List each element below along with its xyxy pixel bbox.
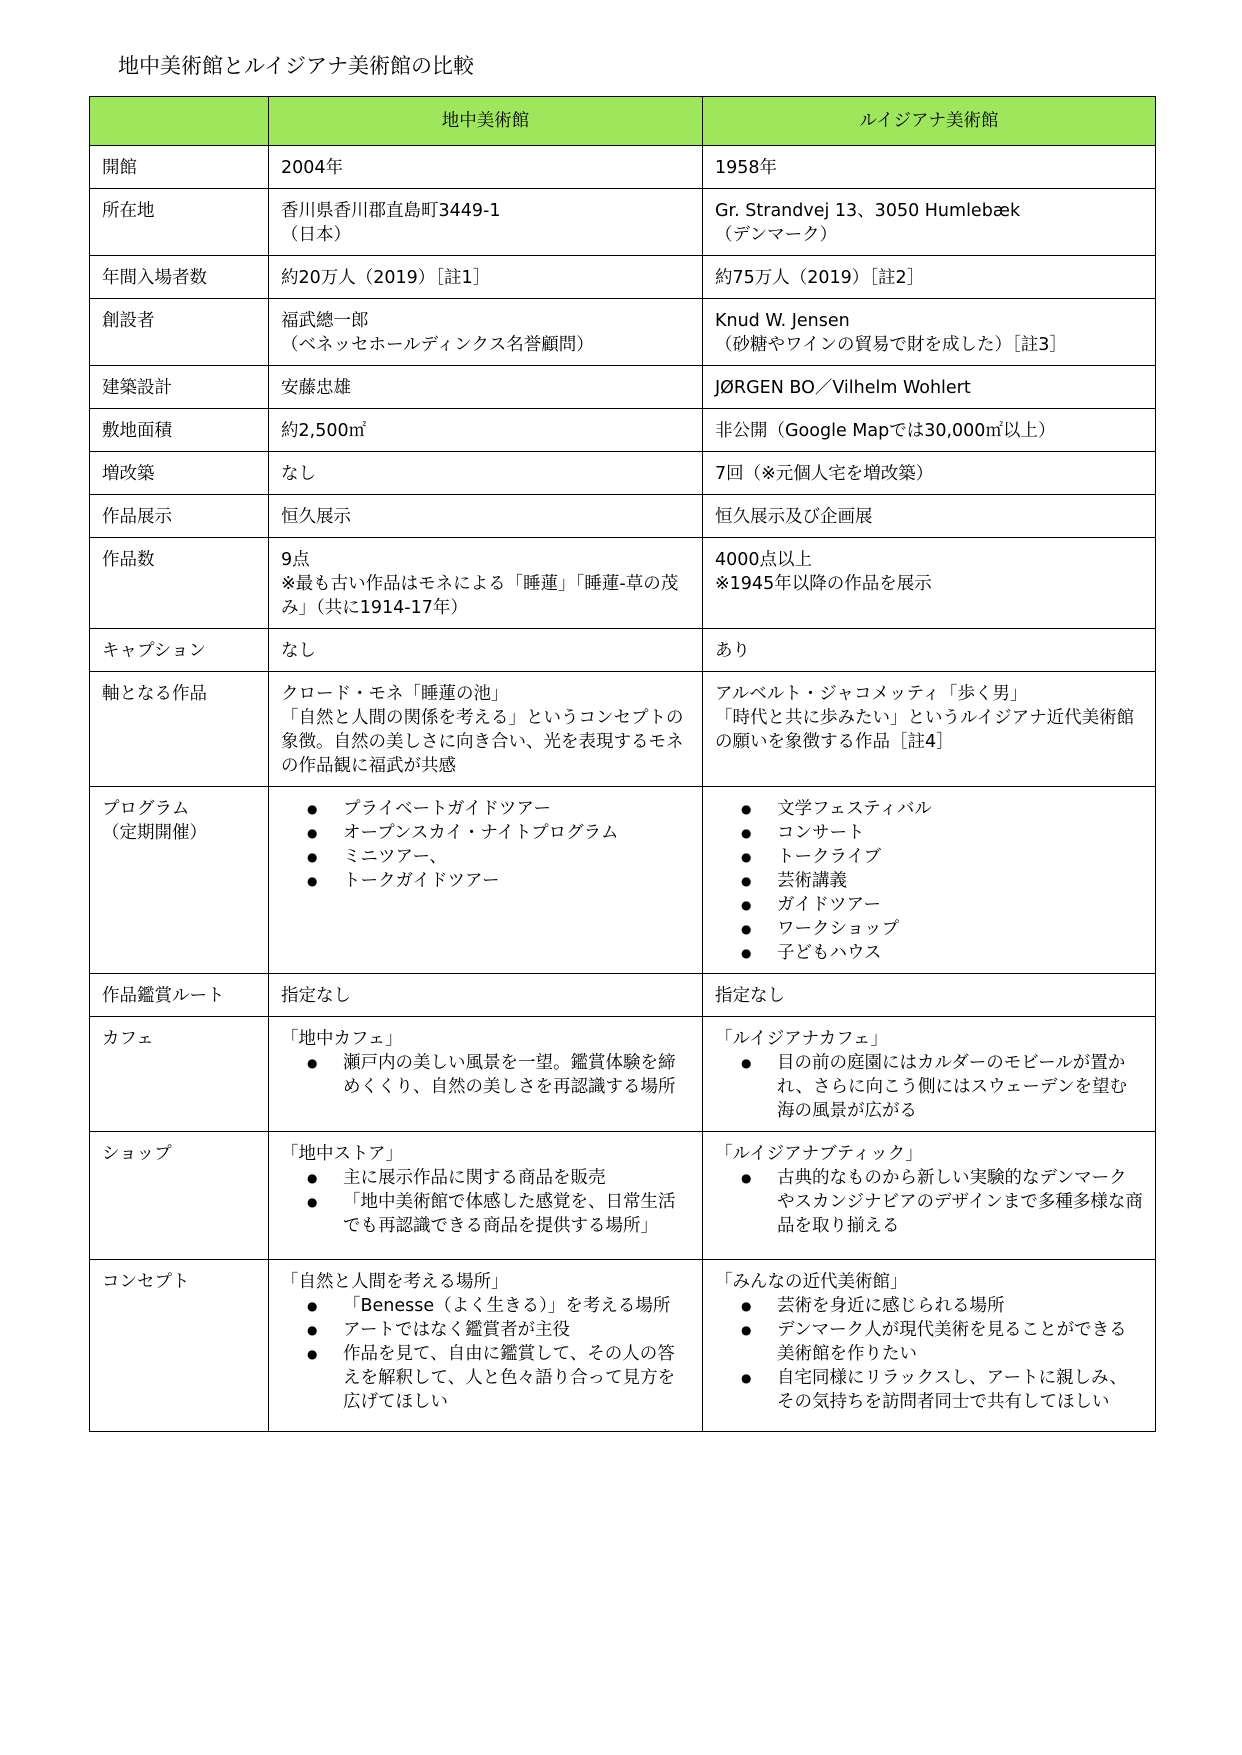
- chichu-cell: [269, 366, 703, 409]
- list-item: ● プライベートガイドツアー: [343, 797, 690, 821]
- louisiana-cell-text: 4000点以上: [715, 550, 813, 570]
- row-label-cell: [90, 1260, 269, 1432]
- list-item: ● ガイドツアー: [777, 893, 1143, 917]
- chichu-cell-text: 9点: [281, 550, 310, 570]
- table-row: [90, 409, 1156, 452]
- chichu-cell-text: 福武總一郎: [281, 311, 369, 331]
- louisiana-cell-text: Gr. Strandvej 13、3050 Humlebæk: [715, 201, 1021, 221]
- chichu-cell-text: 「自然と人間の関係を考える」というコンセプトの象徴。自然の美しさに向き合い、光を表現するモネの作品観に福武が共感: [281, 708, 684, 776]
- table-row: [90, 146, 1156, 189]
- louisiana-cell: [703, 452, 1156, 495]
- chichu-cell-text: クロード・モネ「睡蓮の池」: [281, 684, 509, 704]
- list-item: ● 主に展示作品に関する商品を販売: [343, 1166, 690, 1190]
- row-label: 作品展示: [102, 507, 172, 527]
- louisiana-cell: [703, 974, 1156, 1017]
- chichu-cell-text: なし: [281, 641, 316, 661]
- louisiana-cell-text: JØRGEN BO／Vilhelm Wohlert: [715, 378, 971, 398]
- table-row: [90, 299, 1156, 366]
- table-row: [90, 672, 1156, 787]
- row-label-cell: [90, 146, 269, 189]
- row-label: ショップ: [102, 1144, 172, 1164]
- louisiana-cell-text: 指定なし: [715, 986, 785, 1006]
- louisiana-cell-text: 1958年: [715, 158, 778, 178]
- louisiana-cell: [703, 409, 1156, 452]
- table-row: [90, 256, 1156, 299]
- chichu-cell-text: 恒久展示: [281, 507, 351, 527]
- row-label: 作品数: [102, 550, 155, 570]
- chichu-cell-text: 香川県香川郡直島町3449-1: [281, 201, 501, 221]
- chichu-cell: [269, 189, 703, 256]
- chichu-cell: [269, 974, 703, 1017]
- list-item: ● ミニツアー、: [343, 845, 690, 869]
- list-item: ● 芸術講義: [777, 869, 1143, 893]
- chichu-cell-text: 約2,500㎡: [281, 421, 367, 441]
- chichu-cell-bullet-list: [281, 797, 690, 893]
- table-header-row: [90, 97, 1156, 146]
- chichu-cell-bullet-list: [281, 1166, 690, 1238]
- header-cell-empty: [90, 97, 269, 146]
- louisiana-cell: [703, 1260, 1156, 1432]
- louisiana-cell-text: 「時代と共に歩みたい」というルイジアナ近代美術館の願いを象徴する作品［註4］: [715, 708, 1135, 752]
- table-row: [90, 629, 1156, 672]
- louisiana-cell: [703, 146, 1156, 189]
- louisiana-cell-text: あり: [715, 641, 750, 661]
- chichu-cell-text: 「地中ストア」: [281, 1144, 403, 1164]
- chichu-cell: [269, 409, 703, 452]
- louisiana-cell-bullet-list: [715, 1294, 1143, 1414]
- louisiana-cell-text: （砂糖やワインの貿易で財を成した）［註3］: [715, 335, 1067, 355]
- row-label: カフェ: [102, 1029, 154, 1049]
- louisiana-cell: [703, 366, 1156, 409]
- list-item: ● ワークショップ: [777, 917, 1143, 941]
- row-label-cell: [90, 409, 269, 452]
- row-label-cell: [90, 538, 269, 629]
- table-row: [90, 787, 1156, 974]
- chichu-cell: [269, 672, 703, 787]
- louisiana-cell: [703, 256, 1156, 299]
- comparison-table: [89, 96, 1156, 1432]
- louisiana-cell: [703, 189, 1156, 256]
- louisiana-cell: [703, 787, 1156, 974]
- chichu-cell-text: 「自然と人間を考える場所」: [281, 1272, 509, 1292]
- louisiana-cell-text: アルベルト・ジャコメッティ「歩く男」: [715, 684, 1028, 704]
- row-label-cell: [90, 1017, 269, 1132]
- list-item: ● 古典的なものから新しい実験的なデンマークやスカンジナビアのデザインまで多種多様な商品を取り揃える: [777, 1166, 1143, 1238]
- table-row: [90, 495, 1156, 538]
- louisiana-cell-text: 「ルイジアナカフェ」: [715, 1029, 888, 1049]
- louisiana-cell-text: 非公開（Google Mapでは30,000㎡以上）: [715, 421, 1056, 441]
- chichu-cell-text: 2004年: [281, 158, 344, 178]
- chichu-cell: [269, 256, 703, 299]
- table-row: [90, 538, 1156, 629]
- list-item: ● コンサート: [777, 821, 1143, 845]
- list-item: ● トークガイドツアー: [343, 869, 690, 893]
- table-row: [90, 1260, 1156, 1432]
- row-label: 年間入場者数: [102, 268, 207, 288]
- list-item: ● 文学フェスティバル: [777, 797, 1143, 821]
- row-label: プログラム: [102, 799, 190, 819]
- row-label-cell: [90, 974, 269, 1017]
- chichu-cell: [269, 452, 703, 495]
- row-label: キャプション: [102, 641, 206, 661]
- table-row: [90, 1132, 1156, 1260]
- row-label-cell: [90, 672, 269, 787]
- chichu-cell: [269, 495, 703, 538]
- table-row: [90, 189, 1156, 256]
- chichu-cell-text: （ベネッセホールディンクス名誉顧問）: [281, 335, 594, 355]
- chichu-cell-text: 安藤忠雄: [281, 378, 351, 398]
- list-item: ● デンマーク人が現代美術を見ることができる美術館を作りたい: [777, 1318, 1143, 1366]
- list-item: ● 芸術を身近に感じられる場所: [777, 1294, 1143, 1318]
- chichu-cell-text: 約20万人（2019）［註1］: [281, 268, 491, 288]
- row-label-cell: [90, 366, 269, 409]
- table-row: [90, 974, 1156, 1017]
- row-label-cell: [90, 256, 269, 299]
- louisiana-cell: [703, 299, 1156, 366]
- chichu-cell-text: （日本）: [281, 225, 351, 245]
- list-item: ● 子どもハウス: [777, 941, 1143, 965]
- list-item: ● 瀬戸内の美しい風景を一望。鑑賞体験を締めくくり、自然の美しさを再認識する場所: [343, 1051, 690, 1099]
- louisiana-cell: [703, 538, 1156, 629]
- row-label: 建築設計: [102, 378, 172, 398]
- row-label: （定期開催）: [102, 823, 207, 843]
- header-cell-louisiana: ルイジアナ美術館: [703, 97, 1156, 146]
- table-row: [90, 1017, 1156, 1132]
- chichu-cell-text: なし: [281, 464, 316, 484]
- chichu-cell: [269, 787, 703, 974]
- table-row: [90, 452, 1156, 495]
- list-item: ● トークライブ: [777, 845, 1143, 869]
- list-item: ● 「地中美術館で体感した感覚を、日常生活でも再認識できる商品を提供する場所」: [343, 1190, 690, 1238]
- chichu-cell-text: 「地中カフェ」: [281, 1029, 403, 1049]
- row-label-cell: [90, 452, 269, 495]
- chichu-cell: [269, 1132, 703, 1260]
- chichu-cell: [269, 538, 703, 629]
- list-item: ● 自宅同様にリラックスし、アートに親しみ、その気持ちを訪問者同士で共有してほしい: [777, 1366, 1143, 1414]
- row-label-cell: [90, 787, 269, 974]
- louisiana-cell-text: Knud W. Jensen: [715, 311, 850, 331]
- header-cell-chichu: 地中美術館: [269, 97, 703, 146]
- list-item: ● オープンスカイ・ナイトプログラム: [343, 821, 690, 845]
- louisiana-cell: [703, 629, 1156, 672]
- list-item: ● 作品を見て、自由に鑑賞して、その人の答えを解釈して、人と色々語り合って見方を広げてほしい: [343, 1342, 690, 1414]
- row-label: 作品鑑賞ルート: [102, 986, 225, 1006]
- list-item: ● アートではなく鑑賞者が主役: [343, 1318, 690, 1342]
- row-label-cell: [90, 189, 269, 256]
- chichu-cell: [269, 146, 703, 189]
- louisiana-cell-text: 「ルイジアナブティック」: [715, 1144, 923, 1164]
- louisiana-cell-text: 約75万人（2019）［註2］: [715, 268, 925, 288]
- row-label-cell: [90, 495, 269, 538]
- chichu-cell-text: ※最も古い作品はモネによる「睡蓮」「睡蓮-草の茂み」（共に1914-17年）: [281, 574, 679, 618]
- louisiana-cell-text: （デンマーク）: [715, 225, 838, 245]
- row-label: 所在地: [102, 201, 155, 221]
- chichu-cell-text: 指定なし: [281, 986, 351, 1006]
- chichu-cell: [269, 1017, 703, 1132]
- louisiana-cell-bullet-list: [715, 797, 1143, 965]
- row-label: 開館: [102, 158, 137, 178]
- document-title: 地中美術館とルイジアナ美術館の比較: [118, 54, 474, 78]
- row-label-cell: [90, 299, 269, 366]
- louisiana-cell: [703, 672, 1156, 787]
- louisiana-cell: [703, 1017, 1156, 1132]
- louisiana-cell: [703, 1132, 1156, 1260]
- chichu-cell: [269, 1260, 703, 1432]
- louisiana-cell: [703, 495, 1156, 538]
- comparison-table-body: [90, 97, 1156, 1432]
- row-label: 創設者: [102, 311, 155, 331]
- chichu-cell-bullet-list: [281, 1294, 690, 1414]
- chichu-cell: [269, 299, 703, 366]
- louisiana-cell-text: 7回（※元個人宅を増改築）: [715, 464, 934, 484]
- chichu-cell: [269, 629, 703, 672]
- row-label: 増改築: [102, 464, 155, 484]
- row-label: コンセプト: [102, 1272, 190, 1292]
- list-item: ● 目の前の庭園にはカルダーのモビールが置かれ、さらに向こう側にはスウェーデンを望む海の風景が広がる: [777, 1051, 1143, 1123]
- louisiana-cell-text: ※1945年以降の作品を展示: [715, 574, 932, 594]
- row-label: 敷地面積: [102, 421, 172, 441]
- chichu-cell-bullet-list: [281, 1051, 690, 1099]
- louisiana-cell-text: 恒久展示及び企画展: [715, 507, 873, 527]
- list-item: ● 「Benesse（よく生きる）」を考える場所: [343, 1294, 690, 1318]
- row-label-cell: [90, 1132, 269, 1260]
- table-row: [90, 366, 1156, 409]
- louisiana-cell-bullet-list: [715, 1166, 1143, 1238]
- row-label: 軸となる作品: [102, 684, 207, 704]
- louisiana-cell-bullet-list: [715, 1051, 1143, 1123]
- row-label-cell: [90, 629, 269, 672]
- louisiana-cell-text: 「みんなの近代美術館」: [715, 1272, 908, 1292]
